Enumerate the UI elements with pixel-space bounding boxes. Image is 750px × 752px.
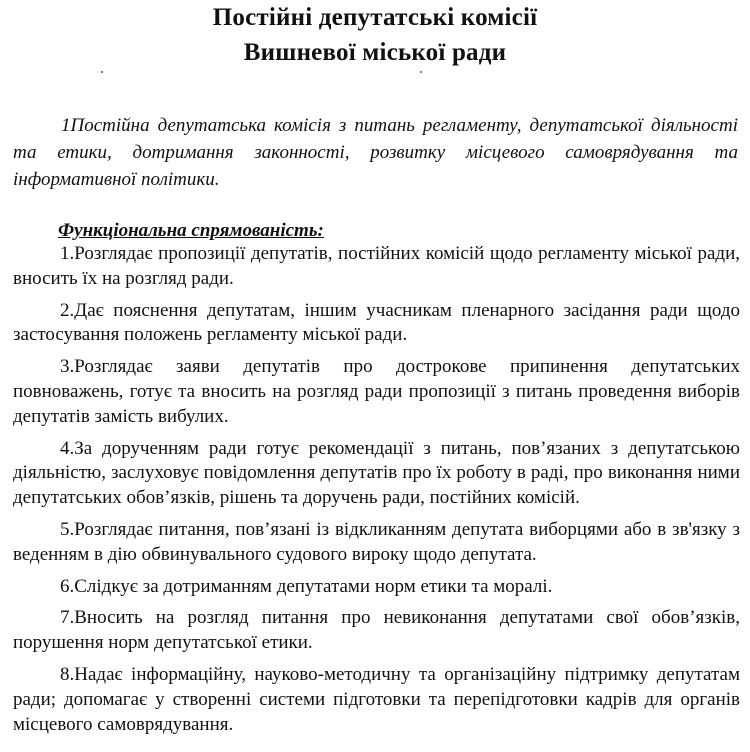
list-item: 7.Вносить на розгляд питання про невиконання депутатами свої обов’язків, порушення норм депутатської етики. <box>13 607 740 654</box>
commission-intro-text: 1Постійна депутатська комісія з питань регламенту, депутатської діяльності та етики, дотримання законності, розвитку місцевого самоврядування та інформативної політики. <box>13 115 738 190</box>
list-item: 3.Розглядає заяви депутатів про дострокове припинення депутатських повноважень, готує та вносить на розгляд ради пропозиції з питань проведення виборів депутатів замість вибулих. <box>13 356 740 427</box>
list-item: 1.Розглядає пропозиції депутатів, постійних комісій щодо регламенту міської ради, вносить їх на розгляд ради. <box>13 243 740 289</box>
list-item: 4.За дорученням ради готує рекомендації з питань, пов’язаних з депутатською діяльністю, заслуховує повідомлення депутатів про їх роботу в раді, про виконання ними депутатських обов’язків, рішень та доручень ради, постійних комісій. <box>13 437 740 509</box>
list-item: 8.Надає інформаційну, науково-методичну та організаційну підтримку депутатам ради; допомагає у створенні системи підготовки та перепідготовки кадрів для органів місцевого самоврядування. <box>13 663 740 735</box>
commission-intro <box>13 112 738 193</box>
document-title-line-2: Вишневої міської ради <box>243 39 507 66</box>
document-title-line-1: Постійні депутатські комісії <box>212 4 538 31</box>
list-item: 2.Дає пояснення депутатам, іншим учасникам пленарного засідання ради щодо застосування положень регламенту міської ради. <box>13 299 740 346</box>
scan-speck <box>101 71 103 73</box>
scan-speck <box>420 71 422 73</box>
function-list <box>13 242 740 744</box>
list-item: 5.Розглядає питання, пов’язані із відкликанням депутата виборцями або в зв'язку з веденням в дію обвинувального судового вироку щодо депутата. <box>13 518 740 565</box>
list-item: 6.Слідкує за дотриманням депутатами норм етики та моралі. <box>60 575 553 597</box>
section-heading: Функціональна спрямованість: <box>58 220 324 241</box>
